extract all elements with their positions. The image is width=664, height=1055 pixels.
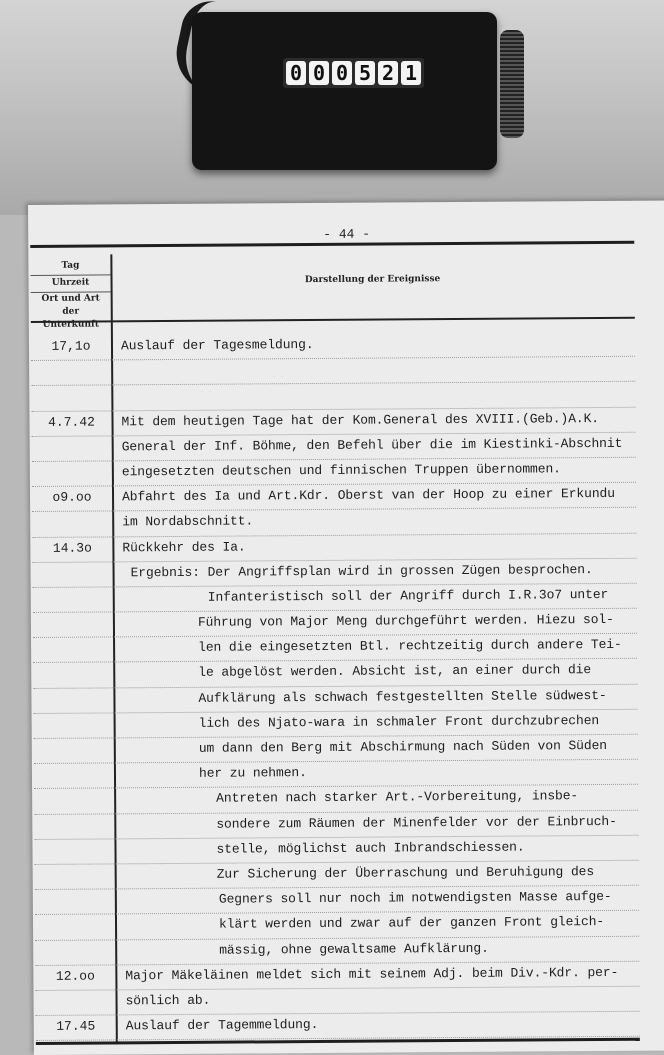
row-text: lich des Njato-wara in schmaler Front durchzubrechen: [198, 712, 600, 731]
row-text: Zur Sicherung der Überraschung und Beruhigung des: [216, 864, 595, 882]
row-text: Infanteristisch soll der Angriff durch I.R.3o7 unter: [207, 586, 609, 605]
row-text: le abgelöst werden. Absicht ist, an einer durch die: [198, 662, 592, 681]
row-time: [34, 716, 114, 717]
row-text: Führung von Major Meng durchgeführt werden. Hiezu sol-: [197, 611, 614, 630]
row-time: [33, 641, 113, 642]
row-text: eingesetzten deutschen und finnischen Truppen übernommen.: [121, 461, 561, 480]
counter-digits: [283, 58, 424, 88]
page-number: - 44 -: [323, 226, 371, 242]
row-time: 14.3o: [52, 540, 92, 556]
row-text: General der Inf. Böhme, den Befehl über die im Kiestinki-Abschnit: [121, 435, 623, 455]
photo-background: [0, 0, 664, 215]
row-text: klärt werden und zwar auf der ganzen Front gleich-: [218, 914, 605, 932]
row-time: [32, 464, 112, 465]
counter-digit: 1: [401, 61, 421, 85]
row-text: Auslauf der Tagemmeldung.: [125, 1017, 319, 1034]
counter-digit: 5: [355, 61, 375, 85]
row-time: [34, 817, 114, 818]
row-time: 4.7.42: [48, 414, 95, 430]
row-time: 12.oo: [55, 968, 95, 984]
row-text: sondere zum Räumen der Minenfelder vor der Einbruch-: [216, 813, 617, 832]
row-time: [33, 615, 113, 616]
row-text: Ergebnis: Der Angriffsplan wird in grossen Zügen besprochen.: [130, 561, 593, 580]
frame-counter-device: [192, 12, 497, 170]
counter-digit: 0: [286, 61, 306, 85]
row-time: [33, 590, 113, 591]
row-time: [32, 515, 112, 516]
document-page: [28, 201, 664, 1055]
row-text: len die eingesetzten Btl. rechtzeitig durch andere Tei-: [198, 637, 622, 656]
log-rows: [31, 332, 640, 1041]
row-time: 17,1o: [51, 338, 91, 354]
counter-knob: [500, 30, 524, 138]
header-uhrzeit: Uhrzeit: [30, 274, 110, 293]
row-text: Auslauf der Tagesmeldung.: [120, 337, 314, 354]
row-text: sönlich ab.: [125, 992, 211, 1009]
row-time: 17.45: [56, 1018, 96, 1034]
row-text: Abfahrt des Ia und Art.Kdr. Oberst van der Hoop zu einer Erkundu: [121, 486, 615, 505]
counter-digit: 0: [332, 61, 352, 85]
row-time: [34, 842, 114, 843]
row-time: [36, 993, 116, 994]
row-text: um dann den Berg mit Abschirmung nach Süden von Süden: [198, 737, 608, 756]
row-time: [33, 666, 113, 667]
row-time: [34, 767, 114, 768]
header-darstellung: Darstellung der Ereignisse: [304, 274, 441, 286]
row-text: her zu nehmen.: [198, 765, 307, 782]
row-time: [34, 741, 114, 742]
header-ort: Ort und Art der Unterkunft: [41, 293, 100, 330]
row-text: Gegners soll nur noch im notwendigsten Masse aufge-: [218, 889, 612, 907]
row-time: [35, 943, 115, 944]
counter-digit: 2: [378, 61, 398, 85]
row-time: [35, 893, 115, 894]
row-text: im Nordabschnitt.: [122, 513, 254, 530]
row-text: Mit dem heutigen Tage hat der Kom.General des XVIII.(Geb.)A.K.: [121, 410, 600, 429]
row-time: [31, 364, 111, 365]
row-text: Antreten nach starker Art.-Vorbereitung, insbe-: [216, 788, 579, 807]
row-text: Major Mäkeläinen meldet sich mit seinem Adj. beim Div.-Kdr. per-: [125, 964, 619, 984]
row-text: mässig, ohne gewaltsame Aufklärung.: [219, 940, 489, 958]
header-tag: Tag: [30, 257, 110, 276]
counter-digit: 0: [309, 61, 329, 85]
row-time: [33, 691, 113, 692]
row-time: [33, 565, 113, 566]
row-text: Aufklärung als schwach festgestellten Stelle südwest-: [198, 687, 607, 706]
row-text: stelle, möglichst auch Inbrandschiessen.: [216, 839, 525, 857]
row-time: o9.oo: [52, 489, 92, 505]
row-time: [31, 389, 111, 390]
row-text: Rückkehr des Ia.: [122, 538, 246, 555]
row-time: [32, 439, 112, 440]
row-time: [35, 867, 115, 868]
table-header: [30, 251, 634, 330]
table-row: [36, 1012, 640, 1041]
row-time: [34, 792, 114, 793]
row-time: [35, 918, 115, 919]
